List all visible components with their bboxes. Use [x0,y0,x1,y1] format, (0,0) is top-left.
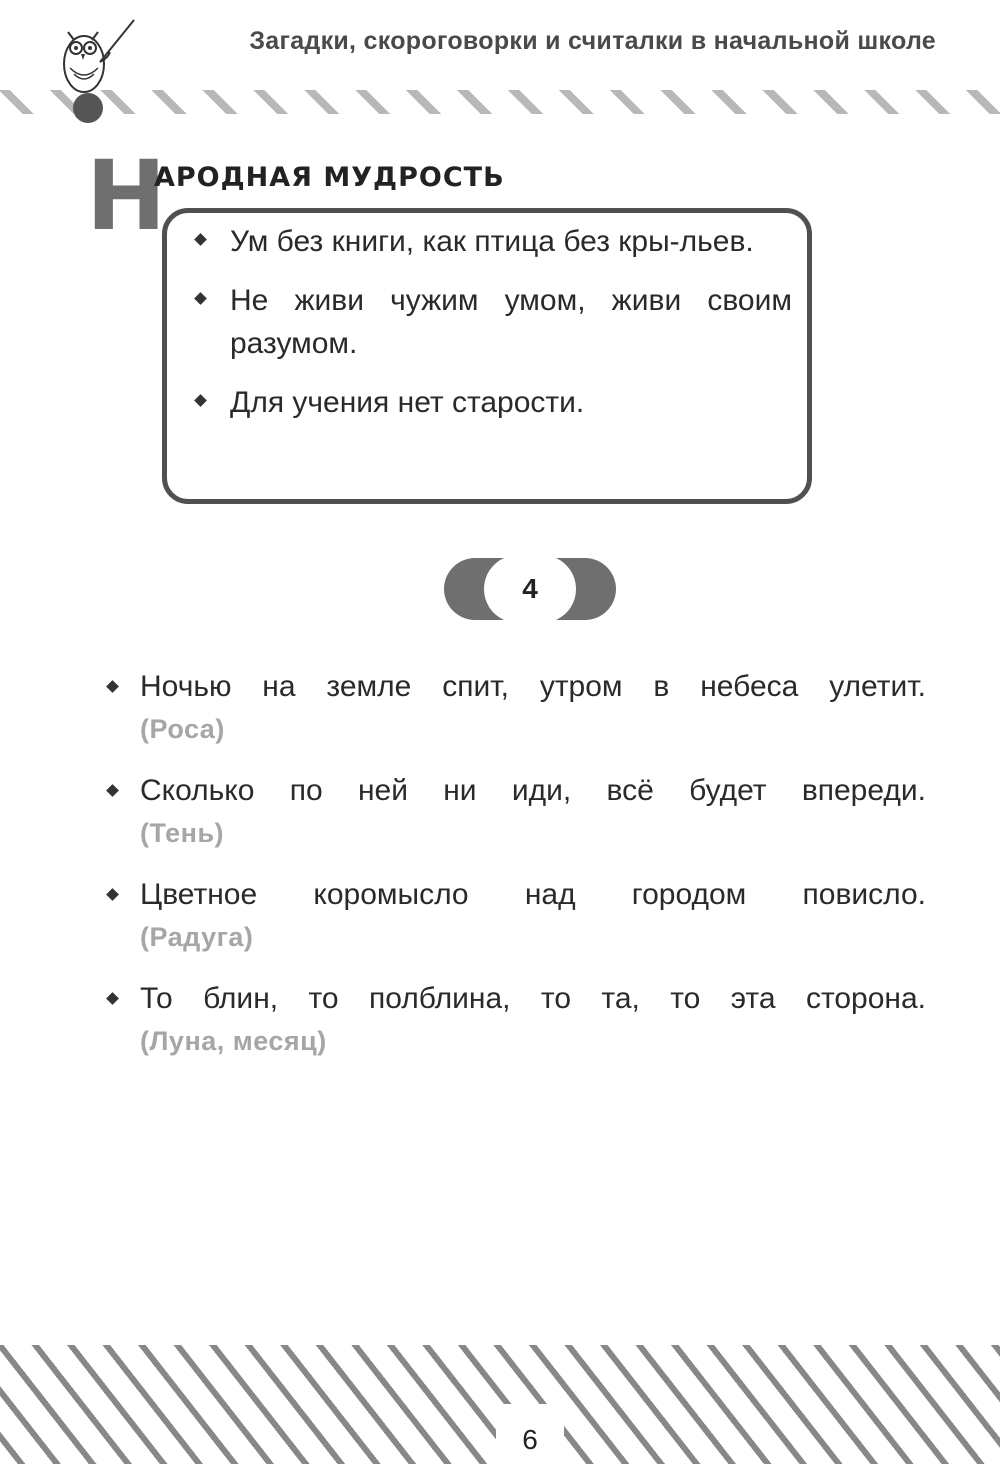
diamond-bullet-icon [194,394,207,407]
proverbs-list [192,220,792,440]
diamond-bullet-icon [106,888,119,901]
list-item [192,381,792,424]
riddle-text: Ночью на земле спит, утром в небеса улетит. [140,670,926,703]
diamond-bullet-icon [106,680,119,693]
diamond-bullet-icon [194,233,207,246]
riddles-list [100,666,926,1082]
header-stripes [0,90,1000,114]
diamond-bullet-icon [106,784,119,797]
section-title: АРОДНАЯ МУДРОСТЬ [154,162,505,193]
riddle-answer: (Луна, месяц) [140,1026,327,1056]
proverb-text: Ум без книги, как птица без кры-льев. [230,225,754,258]
proverb-text: Не живи чужим умом, живи своим разумом. [230,284,792,360]
riddle-text: То блин, то полблина, то та, то эта сторона. [140,982,926,1015]
list-item [100,874,926,958]
proverb-text: Для учения нет старости. [230,386,585,419]
riddle-answer: (Тень) [140,818,225,848]
list-item [192,220,792,263]
list-item [192,279,792,365]
diamond-bullet-icon [194,292,207,305]
section-initial-letter: Н [86,140,167,252]
list-item [100,770,926,854]
riddle-text: Цветное коромысло над городом повисло. [140,878,926,911]
list-item [100,666,926,750]
riddle-answer: (Роса) [140,714,225,744]
running-header-title: Загадки, скороговорки и считалки в начальной школе [249,27,936,55]
owl-mascot-icon [48,12,148,124]
section-number: 4 [522,573,538,604]
diamond-bullet-icon [106,992,119,1005]
list-item [100,978,926,1062]
riddle-text: Сколько по ней ни иди, всё будет впереди. [140,774,926,807]
riddle-answer: (Радуга) [140,922,254,952]
page-number: 6 [522,1424,538,1455]
